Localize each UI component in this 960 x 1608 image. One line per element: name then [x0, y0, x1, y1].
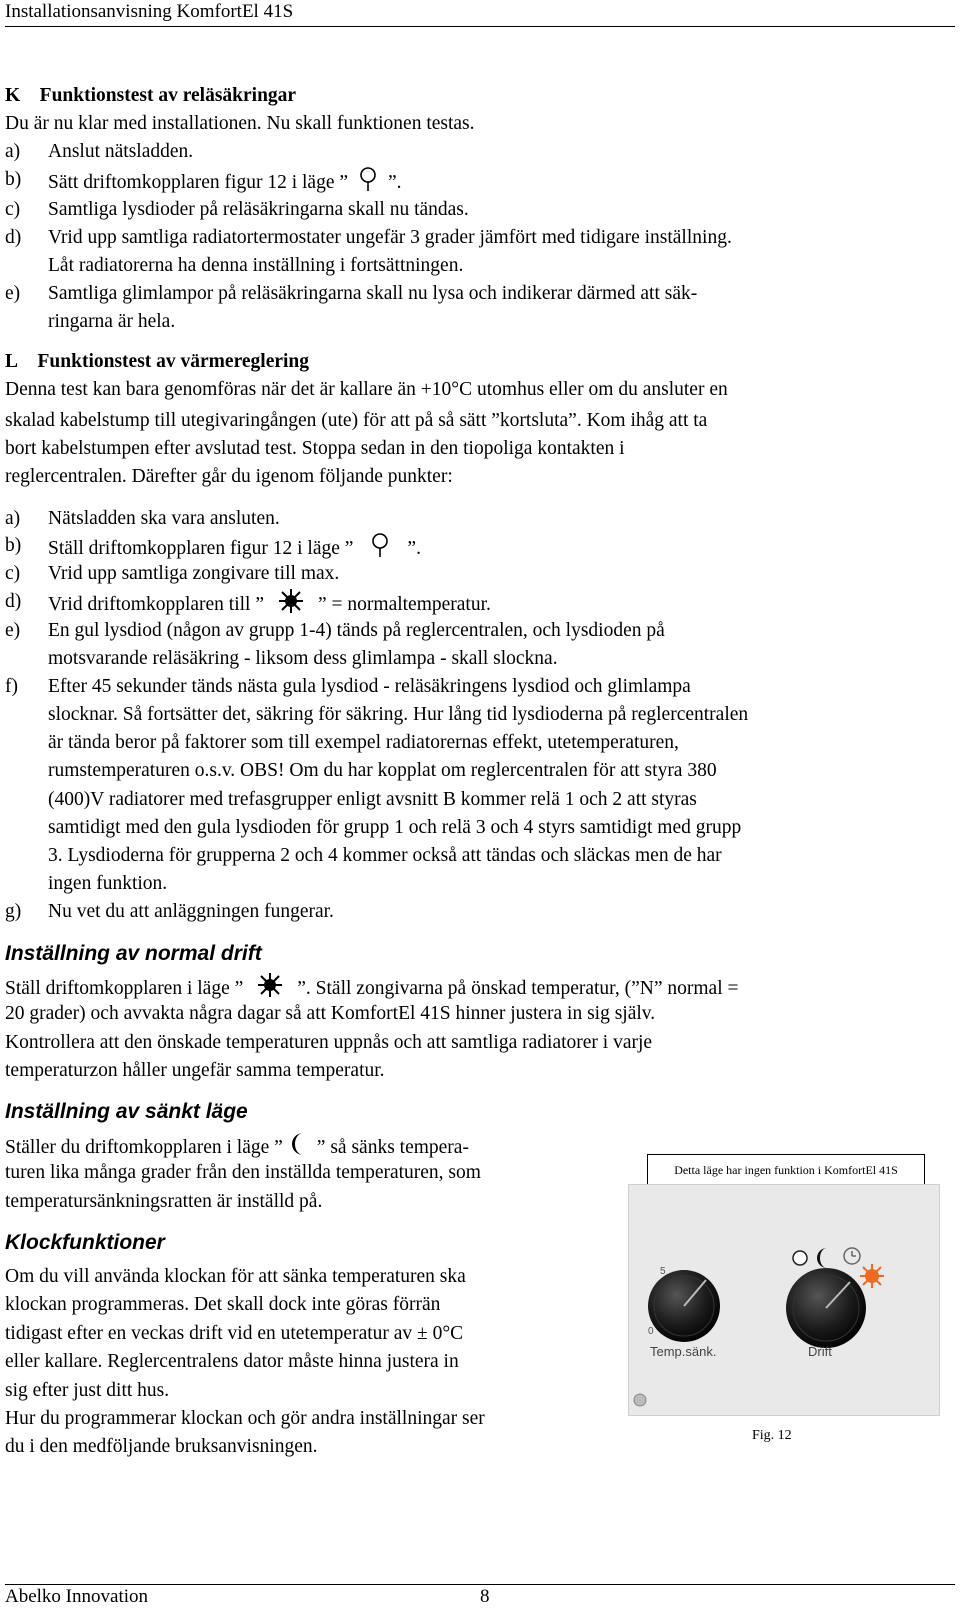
section-l-heading: L Funktionstest av värmereglering	[5, 351, 310, 372]
list-item: ingen funktion.	[48, 873, 168, 894]
list-label: a)	[5, 141, 21, 162]
paragraph-line: Denna test kan bara genomföras när det är kallare än +10°C utomhus eller om du ansluter en	[5, 379, 728, 400]
list-item-text: ”.	[407, 537, 421, 559]
list-label: c)	[5, 199, 21, 220]
control-panel-photo	[628, 1184, 940, 1416]
list-item-text: Sätt driftomkopplaren figur 12 i läge ”	[48, 171, 349, 193]
clock-heading: Klockfunktioner	[5, 1231, 165, 1254]
header-rule	[5, 26, 955, 27]
section-k-intro: Du är nu klar med installationen. Nu skall funktionen testas.	[5, 113, 475, 134]
paragraph-line: Hur du programmerar klockan och gör andra inställningar ser	[5, 1408, 485, 1429]
page-header: Installationsanvisning KomfortEl 41S	[5, 1, 294, 22]
list-item: motsvarande reläsäkring - liksom dess glimlampa - skall slockna.	[48, 648, 558, 669]
list-label: d)	[5, 591, 22, 612]
paragraph-line: tidigast efter en veckas drift vid en utetemperatur av ± 0°C	[5, 1323, 464, 1344]
list-label: b)	[5, 535, 22, 556]
list-item-text: ”.	[388, 171, 402, 193]
svg-text:Drift: Drift	[808, 1344, 832, 1359]
figure-caption: Fig. 12	[752, 1428, 792, 1443]
list-item: Samtliga lysdioder på reläsäkringarna skall nu tändas.	[48, 199, 469, 220]
list-item: ringarna är hela.	[48, 311, 176, 332]
paragraph-line: reglercentralen. Därefter går du igenom följande punkter:	[5, 466, 453, 487]
list-item: Nätsladden ska vara ansluten.	[48, 508, 280, 529]
paragraph-line: temperatursänkningsratten är inställd på.	[5, 1191, 323, 1212]
normal-heading: Inställning av normal drift	[5, 942, 262, 965]
paragraph-text: ”. Ställ zongivarna på önskad temperatur, (”N” normal =	[297, 977, 739, 999]
page-number: 8	[480, 1586, 490, 1607]
list-item: slocknar. Så fortsätter det, säkring för säkring. Hur lång tid lysdioderna på reglercentralen	[48, 704, 749, 725]
lowered-heading: Inställning av sänkt läge	[5, 1100, 248, 1123]
list-label: f)	[5, 676, 18, 697]
list-label: c)	[5, 563, 21, 584]
list-item: Anslut nätsladden.	[48, 141, 194, 162]
list-item: En gul lysdiod (någon av grupp 1-4) tänds på reglercentralen, och lysdioden på	[48, 620, 665, 641]
svg-text:Temp.sänk.: Temp.sänk.	[650, 1344, 717, 1359]
figure-callout: Detta läge har ingen funktion i KomfortEl 41S	[647, 1154, 925, 1186]
list-item: är tända beror på faktorer som till exempel radiatorernas effekt, utetemperaturen,	[48, 732, 679, 753]
list-item-text: ” = normaltemperatur.	[318, 593, 491, 615]
list-item: samtidigt med den gula lysdioden för grupp 1 och relä 3 och 4 styrs samtidigt med grupp	[48, 817, 742, 838]
sun-icon	[860, 1264, 884, 1288]
footer-rule	[5, 1584, 955, 1585]
paragraph-text: ” så sänks tempera-	[316, 1136, 469, 1158]
footer-company: Abelko Innovation	[5, 1586, 149, 1607]
paragraph-line: du i den medföljande bruksanvisningen.	[5, 1436, 318, 1457]
paragraph-line: Kontrollera att den önskade temperaturen uppnås och att samtliga radiatorer i varje	[5, 1032, 653, 1053]
list-item: Låt radiatorerna ha denna inställning i fortsättningen.	[48, 255, 464, 276]
paragraph-line: klockan programmeras. Det skall dock inte göras förrän	[5, 1294, 441, 1315]
list-label: g)	[5, 901, 22, 922]
list-item: Samtliga glimlampor på reläsäkringarna skall nu lysa och indikerar därmed att säk-	[48, 283, 698, 304]
list-item-text: Ställ driftomkopplaren figur 12 i läge ”	[48, 537, 354, 559]
paragraph-line: 20 grader) och avvakta några dagar så att KomfortEl 41S hinner justera in sig själv.	[5, 1003, 656, 1024]
section-k-heading: K Funktionstest av reläsäkringar	[5, 85, 297, 106]
list-label: e)	[5, 283, 21, 304]
paragraph-line: sig efter just ditt hus.	[5, 1380, 170, 1401]
paragraph-text: Ställer du driftomkopplaren i läge ”	[5, 1136, 283, 1158]
svg-text:0: 0	[648, 1326, 654, 1337]
list-label: a)	[5, 508, 21, 529]
paragraph-line: Om du vill använda klockan för att sänka temperaturen ska	[5, 1266, 466, 1287]
list-item-text: Vrid driftomkopplaren till ”	[48, 593, 264, 615]
list-item: (400)V radiatorer med trefasgrupper enligt avsnitt B kommer relä 1 och 2 att styras	[48, 789, 697, 810]
paragraph-line: temperaturzon håller ungefär samma temperatur.	[5, 1060, 385, 1081]
lamp-icon	[793, 1251, 807, 1265]
paragraph-line: eller kallare. Reglercentralens dator måste hinna justera in	[5, 1351, 459, 1372]
paragraph-line: bort kabelstumpen efter avslutad test. Stoppa sedan in den tiopoliga kontakten i	[5, 438, 625, 459]
paragraph-line: skalad kabelstump till utegivaringången (ute) för att på så sätt ”kortsluta”. Kom ihåg att ta	[5, 410, 708, 431]
list-item: 3. Lysdioderna för grupperna 2 och 4 kommer också att tändas och släckas men de har	[48, 845, 722, 866]
paragraph-line: turen lika många grader från den inställda temperaturen, som	[5, 1162, 481, 1183]
list-label: e)	[5, 620, 21, 641]
list-item: rumstemperaturen o.s.v. OBS! Om du har kopplat om reglercentralen för att styra 380	[48, 760, 717, 781]
list-item: Nu vet du att anläggningen fungerar.	[48, 901, 334, 922]
list-label: b)	[5, 169, 22, 190]
paragraph-text: Ställ driftomkopplaren i läge ”	[5, 977, 244, 999]
list-label: d)	[5, 227, 22, 248]
lamp-icon	[353, 532, 407, 567]
svg-text:5: 5	[660, 1266, 666, 1277]
list-item: Efter 45 sekunder tänds nästa gula lysdiod - reläsäkringens lysdiod och glimlampa	[48, 676, 691, 697]
list-item: Vrid upp samtliga radiatortermostater ungefär 3 grader jämfört med tidigare inställning.	[48, 227, 732, 248]
list-item: Vrid upp samtliga zongivare till max.	[48, 563, 340, 584]
